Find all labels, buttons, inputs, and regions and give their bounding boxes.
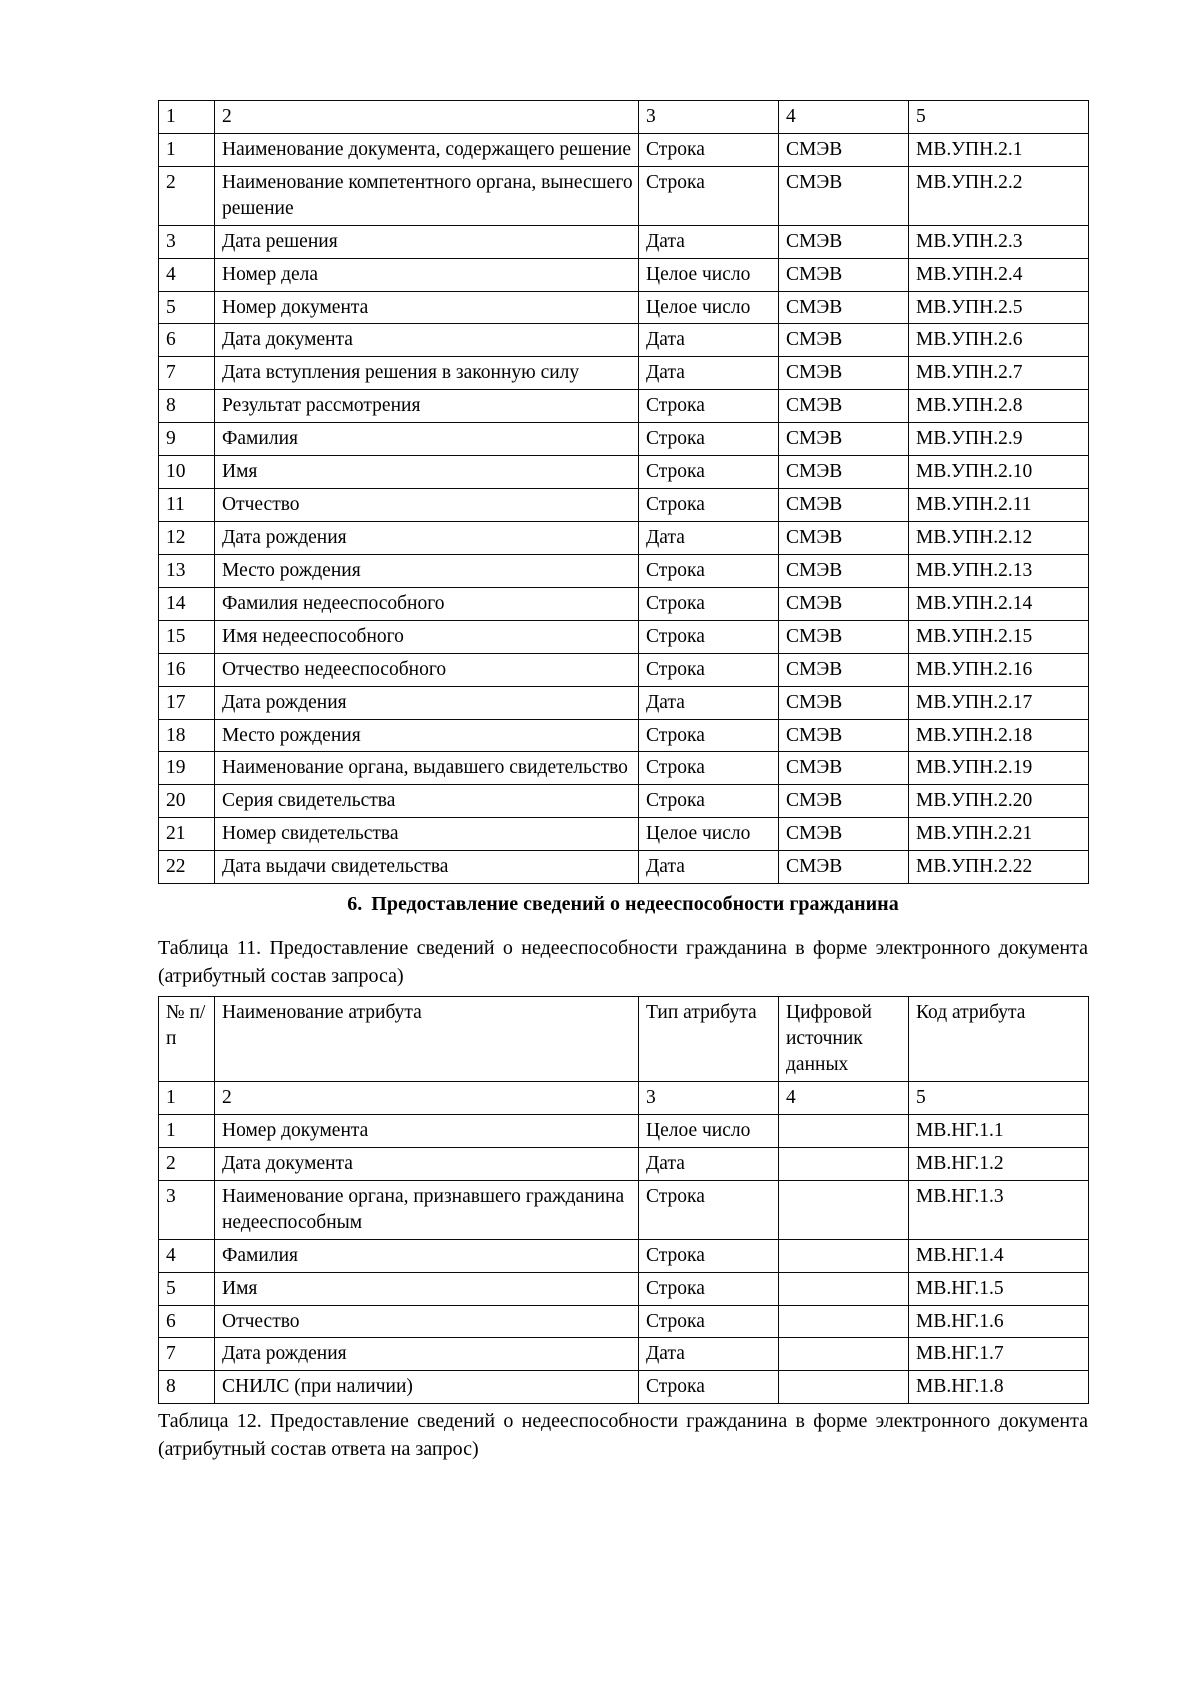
attribute-code: МВ.УПН.2.8 xyxy=(909,390,1089,423)
row-number: 5 xyxy=(159,291,215,324)
attribute-name: Дата рождения xyxy=(215,1338,639,1371)
table-row xyxy=(159,489,1089,522)
col-index-5: 5 xyxy=(909,101,1089,134)
row-number: 16 xyxy=(159,653,215,686)
table-11-body xyxy=(159,1082,1089,1404)
table-row xyxy=(159,133,1089,166)
data-source: СМЭВ xyxy=(779,133,909,166)
table-row xyxy=(159,456,1089,489)
attribute-type: Целое число xyxy=(639,258,779,291)
row-number: 18 xyxy=(159,719,215,752)
data-source: СМЭВ xyxy=(779,357,909,390)
attribute-name: Результат рассмотрения xyxy=(215,390,639,423)
table-row xyxy=(159,719,1089,752)
attribute-name: Номер документа xyxy=(215,1115,639,1148)
attribute-code: МВ.НГ.1.3 xyxy=(909,1180,1089,1239)
header-attribute-type: Тип атрибута xyxy=(639,997,779,1082)
attribute-name: Имя xyxy=(215,456,639,489)
attribute-name: Отчество недееспособного xyxy=(215,653,639,686)
attribute-name: Отчество xyxy=(215,489,639,522)
attribute-name: Номер свидетельства xyxy=(215,818,639,851)
data-source: СМЭВ xyxy=(779,225,909,258)
attribute-code: МВ.УПН.2.13 xyxy=(909,554,1089,587)
row-number: 10 xyxy=(159,456,215,489)
row-number: 14 xyxy=(159,587,215,620)
attribute-code: МВ.УПН.2.10 xyxy=(909,456,1089,489)
row-number: 3 xyxy=(159,225,215,258)
table-row xyxy=(159,1115,1089,1148)
row-number: 2 xyxy=(159,1147,215,1180)
attribute-type: Строка xyxy=(639,423,779,456)
attribute-type: Дата xyxy=(639,357,779,390)
row-number: 5 xyxy=(159,1272,215,1305)
row-number: 7 xyxy=(159,357,215,390)
attribute-code: МВ.УПН.2.4 xyxy=(909,258,1089,291)
table-row xyxy=(159,752,1089,785)
attribute-type: Дата xyxy=(639,521,779,554)
data-source: СМЭВ xyxy=(779,587,909,620)
attribute-code: МВ.УПН.2.5 xyxy=(909,291,1089,324)
attribute-code: МВ.УПН.2.19 xyxy=(909,752,1089,785)
col-index-2: 2 xyxy=(215,101,639,134)
attribute-type: Строка xyxy=(639,1371,779,1404)
data-source: СМЭВ xyxy=(779,653,909,686)
attribute-code: МВ.УПН.2.11 xyxy=(909,489,1089,522)
data-source: СМЭВ xyxy=(779,554,909,587)
row-number: 9 xyxy=(159,423,215,456)
attribute-type: Строка xyxy=(639,390,779,423)
attribute-code: МВ.УПН.2.7 xyxy=(909,357,1089,390)
attribute-type: Дата xyxy=(639,851,779,884)
data-source: СМЭВ xyxy=(779,489,909,522)
data-source: СМЭВ xyxy=(779,752,909,785)
attribute-code: МВ.НГ.1.7 xyxy=(909,1338,1089,1371)
data-source xyxy=(779,1147,909,1180)
document-page xyxy=(158,0,1088,1469)
attribute-name: Имя xyxy=(215,1272,639,1305)
attribute-name: Фамилия xyxy=(215,1239,639,1272)
table-12-caption: Таблица 12. Предоставление сведений о недееспособности гражданина в форме электронного документа (атрибутный состав ответа на запрос) xyxy=(158,1410,1088,1460)
attribute-type: Строка xyxy=(639,166,779,225)
attribute-name: Дата рождения xyxy=(215,521,639,554)
attribute-name: Наименование документа, содержащего решение xyxy=(215,133,639,166)
attribute-code: МВ.УПН.2.3 xyxy=(909,225,1089,258)
attribute-code: МВ.УПН.2.14 xyxy=(909,587,1089,620)
table-row xyxy=(159,587,1089,620)
attribute-type: Строка xyxy=(639,1305,779,1338)
data-source xyxy=(779,1272,909,1305)
table-row xyxy=(159,166,1089,225)
attribute-type: Строка xyxy=(639,653,779,686)
row-number: 7 xyxy=(159,1338,215,1371)
attributes-table-continuation xyxy=(158,100,1089,884)
table-row xyxy=(159,818,1089,851)
col-index-4: 4 xyxy=(779,1082,909,1115)
col-index-4: 4 xyxy=(779,101,909,134)
table-row xyxy=(159,1305,1089,1338)
data-source: СМЭВ xyxy=(779,620,909,653)
row-number: 6 xyxy=(159,1305,215,1338)
attribute-code: МВ.НГ.1.1 xyxy=(909,1115,1089,1148)
row-number: 1 xyxy=(159,1115,215,1148)
attribute-type: Строка xyxy=(639,620,779,653)
attribute-code: МВ.НГ.1.5 xyxy=(909,1272,1089,1305)
table-11-caption: Таблица 11. Предоставление сведений о недееспособности гражданина в форме электронного документа (атрибутный состав запроса) xyxy=(158,937,1088,987)
attribute-code: МВ.УПН.2.1 xyxy=(909,133,1089,166)
attribute-name: Отчество xyxy=(215,1305,639,1338)
row-number: 8 xyxy=(159,390,215,423)
attribute-code: МВ.УПН.2.17 xyxy=(909,686,1089,719)
row-number: 2 xyxy=(159,166,215,225)
table-row xyxy=(159,686,1089,719)
column-number-row xyxy=(159,101,1089,134)
row-number: 21 xyxy=(159,818,215,851)
row-number: 17 xyxy=(159,686,215,719)
attribute-code: МВ.УПН.2.22 xyxy=(909,851,1089,884)
data-source: СМЭВ xyxy=(779,818,909,851)
data-source: СМЭВ xyxy=(779,851,909,884)
section-heading xyxy=(158,891,1088,917)
attribute-name: Место рождения xyxy=(215,719,639,752)
attribute-code: МВ.УПН.2.2 xyxy=(909,166,1089,225)
attribute-name: Дата решения xyxy=(215,225,639,258)
attribute-code: МВ.УПН.2.16 xyxy=(909,653,1089,686)
row-number: 12 xyxy=(159,521,215,554)
row-number: 20 xyxy=(159,785,215,818)
attribute-type: Строка xyxy=(639,587,779,620)
header-row xyxy=(159,997,1089,1082)
attribute-code: МВ.НГ.1.6 xyxy=(909,1305,1089,1338)
attribute-name: СНИЛС (при наличии) xyxy=(215,1371,639,1404)
attribute-type: Строка xyxy=(639,489,779,522)
attribute-code: МВ.УПН.2.21 xyxy=(909,818,1089,851)
table-row xyxy=(159,225,1089,258)
row-number: 22 xyxy=(159,851,215,884)
attributes-table-request xyxy=(158,996,1089,1404)
attribute-code: МВ.УПН.2.12 xyxy=(909,521,1089,554)
table-row xyxy=(159,1371,1089,1404)
header-attribute-code: Код атрибута xyxy=(909,997,1089,1082)
row-number: 19 xyxy=(159,752,215,785)
attribute-type: Дата xyxy=(639,225,779,258)
row-number: 4 xyxy=(159,1239,215,1272)
data-source: СМЭВ xyxy=(779,423,909,456)
row-number: 3 xyxy=(159,1180,215,1239)
header-no: № п/п xyxy=(159,997,215,1082)
attribute-type: Целое число xyxy=(639,1115,779,1148)
attribute-type: Целое число xyxy=(639,818,779,851)
data-source: СМЭВ xyxy=(779,686,909,719)
table-row xyxy=(159,851,1089,884)
attribute-name: Дата документа xyxy=(215,1147,639,1180)
attribute-type: Строка xyxy=(639,1180,779,1239)
attribute-code: МВ.УПН.2.18 xyxy=(909,719,1089,752)
data-source xyxy=(779,1180,909,1239)
col-index-2: 2 xyxy=(215,1082,639,1115)
table-row xyxy=(159,423,1089,456)
row-number: 13 xyxy=(159,554,215,587)
col-index-1: 1 xyxy=(159,101,215,134)
attribute-name: Серия свидетельства xyxy=(215,785,639,818)
data-source xyxy=(779,1305,909,1338)
table-row xyxy=(159,653,1089,686)
data-source xyxy=(779,1239,909,1272)
attribute-name: Наименование компетентного органа, вынесшего решение xyxy=(215,166,639,225)
data-source: СМЭВ xyxy=(779,291,909,324)
attribute-code: МВ.УПН.2.9 xyxy=(909,423,1089,456)
row-number: 15 xyxy=(159,620,215,653)
attribute-name: Дата вступления решения в законную силу xyxy=(215,357,639,390)
attribute-name: Фамилия недееспособного xyxy=(215,587,639,620)
attribute-type: Дата xyxy=(639,1147,779,1180)
table-row xyxy=(159,258,1089,291)
attribute-type: Строка xyxy=(639,456,779,489)
column-number-row xyxy=(159,1082,1089,1115)
attribute-name: Место рождения xyxy=(215,554,639,587)
attribute-code: МВ.УПН.2.6 xyxy=(909,324,1089,357)
data-source: СМЭВ xyxy=(779,258,909,291)
attribute-type: Строка xyxy=(639,785,779,818)
data-source: СМЭВ xyxy=(779,390,909,423)
table-row xyxy=(159,1180,1089,1239)
table-row xyxy=(159,785,1089,818)
data-source xyxy=(779,1338,909,1371)
table-row xyxy=(159,1338,1089,1371)
col-index-1: 1 xyxy=(159,1082,215,1115)
data-source: СМЭВ xyxy=(779,166,909,225)
attribute-name: Дата документа xyxy=(215,324,639,357)
table-row xyxy=(159,1239,1089,1272)
row-number: 4 xyxy=(159,258,215,291)
data-source: СМЭВ xyxy=(779,324,909,357)
attribute-type: Строка xyxy=(639,1239,779,1272)
row-number: 6 xyxy=(159,324,215,357)
data-source: СМЭВ xyxy=(779,456,909,489)
attribute-name: Дата выдачи свидетельства xyxy=(215,851,639,884)
col-index-3: 3 xyxy=(639,1082,779,1115)
row-number: 8 xyxy=(159,1371,215,1404)
attribute-name: Фамилия xyxy=(215,423,639,456)
section-number: 6. xyxy=(347,893,363,916)
attribute-name: Номер дела xyxy=(215,258,639,291)
row-number: 1 xyxy=(159,133,215,166)
data-source xyxy=(779,1371,909,1404)
attribute-type: Целое число xyxy=(639,291,779,324)
table-row xyxy=(159,554,1089,587)
attribute-code: МВ.НГ.1.2 xyxy=(909,1147,1089,1180)
data-source: СМЭВ xyxy=(779,719,909,752)
table-row xyxy=(159,291,1089,324)
attribute-name: Наименование органа, признавшего гражданина недееспособным xyxy=(215,1180,639,1239)
data-source: СМЭВ xyxy=(779,521,909,554)
row-number: 11 xyxy=(159,489,215,522)
attribute-name: Имя недееспособного xyxy=(215,620,639,653)
section-title: Предоставление сведений о недееспособности гражданина xyxy=(371,893,899,916)
table-10-body xyxy=(159,101,1089,884)
attribute-type: Строка xyxy=(639,133,779,166)
table-row xyxy=(159,620,1089,653)
table-11-head xyxy=(159,997,1089,1082)
header-attribute-name: Наименование атрибута xyxy=(215,997,639,1082)
attribute-name: Номер документа xyxy=(215,291,639,324)
attribute-type: Дата xyxy=(639,324,779,357)
table-row xyxy=(159,357,1089,390)
attribute-code: МВ.УПН.2.15 xyxy=(909,620,1089,653)
col-index-3: 3 xyxy=(639,101,779,134)
attribute-name: Наименование органа, выдавшего свидетельство xyxy=(215,752,639,785)
table-row xyxy=(159,1272,1089,1305)
table-row xyxy=(159,1147,1089,1180)
attribute-type: Строка xyxy=(639,1272,779,1305)
attribute-code: МВ.НГ.1.8 xyxy=(909,1371,1089,1404)
attribute-type: Строка xyxy=(639,554,779,587)
data-source xyxy=(779,1115,909,1148)
col-index-5: 5 xyxy=(909,1082,1089,1115)
attribute-type: Дата xyxy=(639,1338,779,1371)
table-row xyxy=(159,390,1089,423)
attribute-type: Дата xyxy=(639,686,779,719)
attribute-type: Строка xyxy=(639,719,779,752)
attribute-code: МВ.УПН.2.20 xyxy=(909,785,1089,818)
page-top-margin xyxy=(158,0,1088,100)
data-source: СМЭВ xyxy=(779,785,909,818)
table-row xyxy=(159,521,1089,554)
table-row xyxy=(159,324,1089,357)
attribute-type: Строка xyxy=(639,752,779,785)
attribute-code: МВ.НГ.1.4 xyxy=(909,1239,1089,1272)
attribute-name: Дата рождения xyxy=(215,686,639,719)
header-data-source: Цифровой источник данных xyxy=(779,997,909,1082)
